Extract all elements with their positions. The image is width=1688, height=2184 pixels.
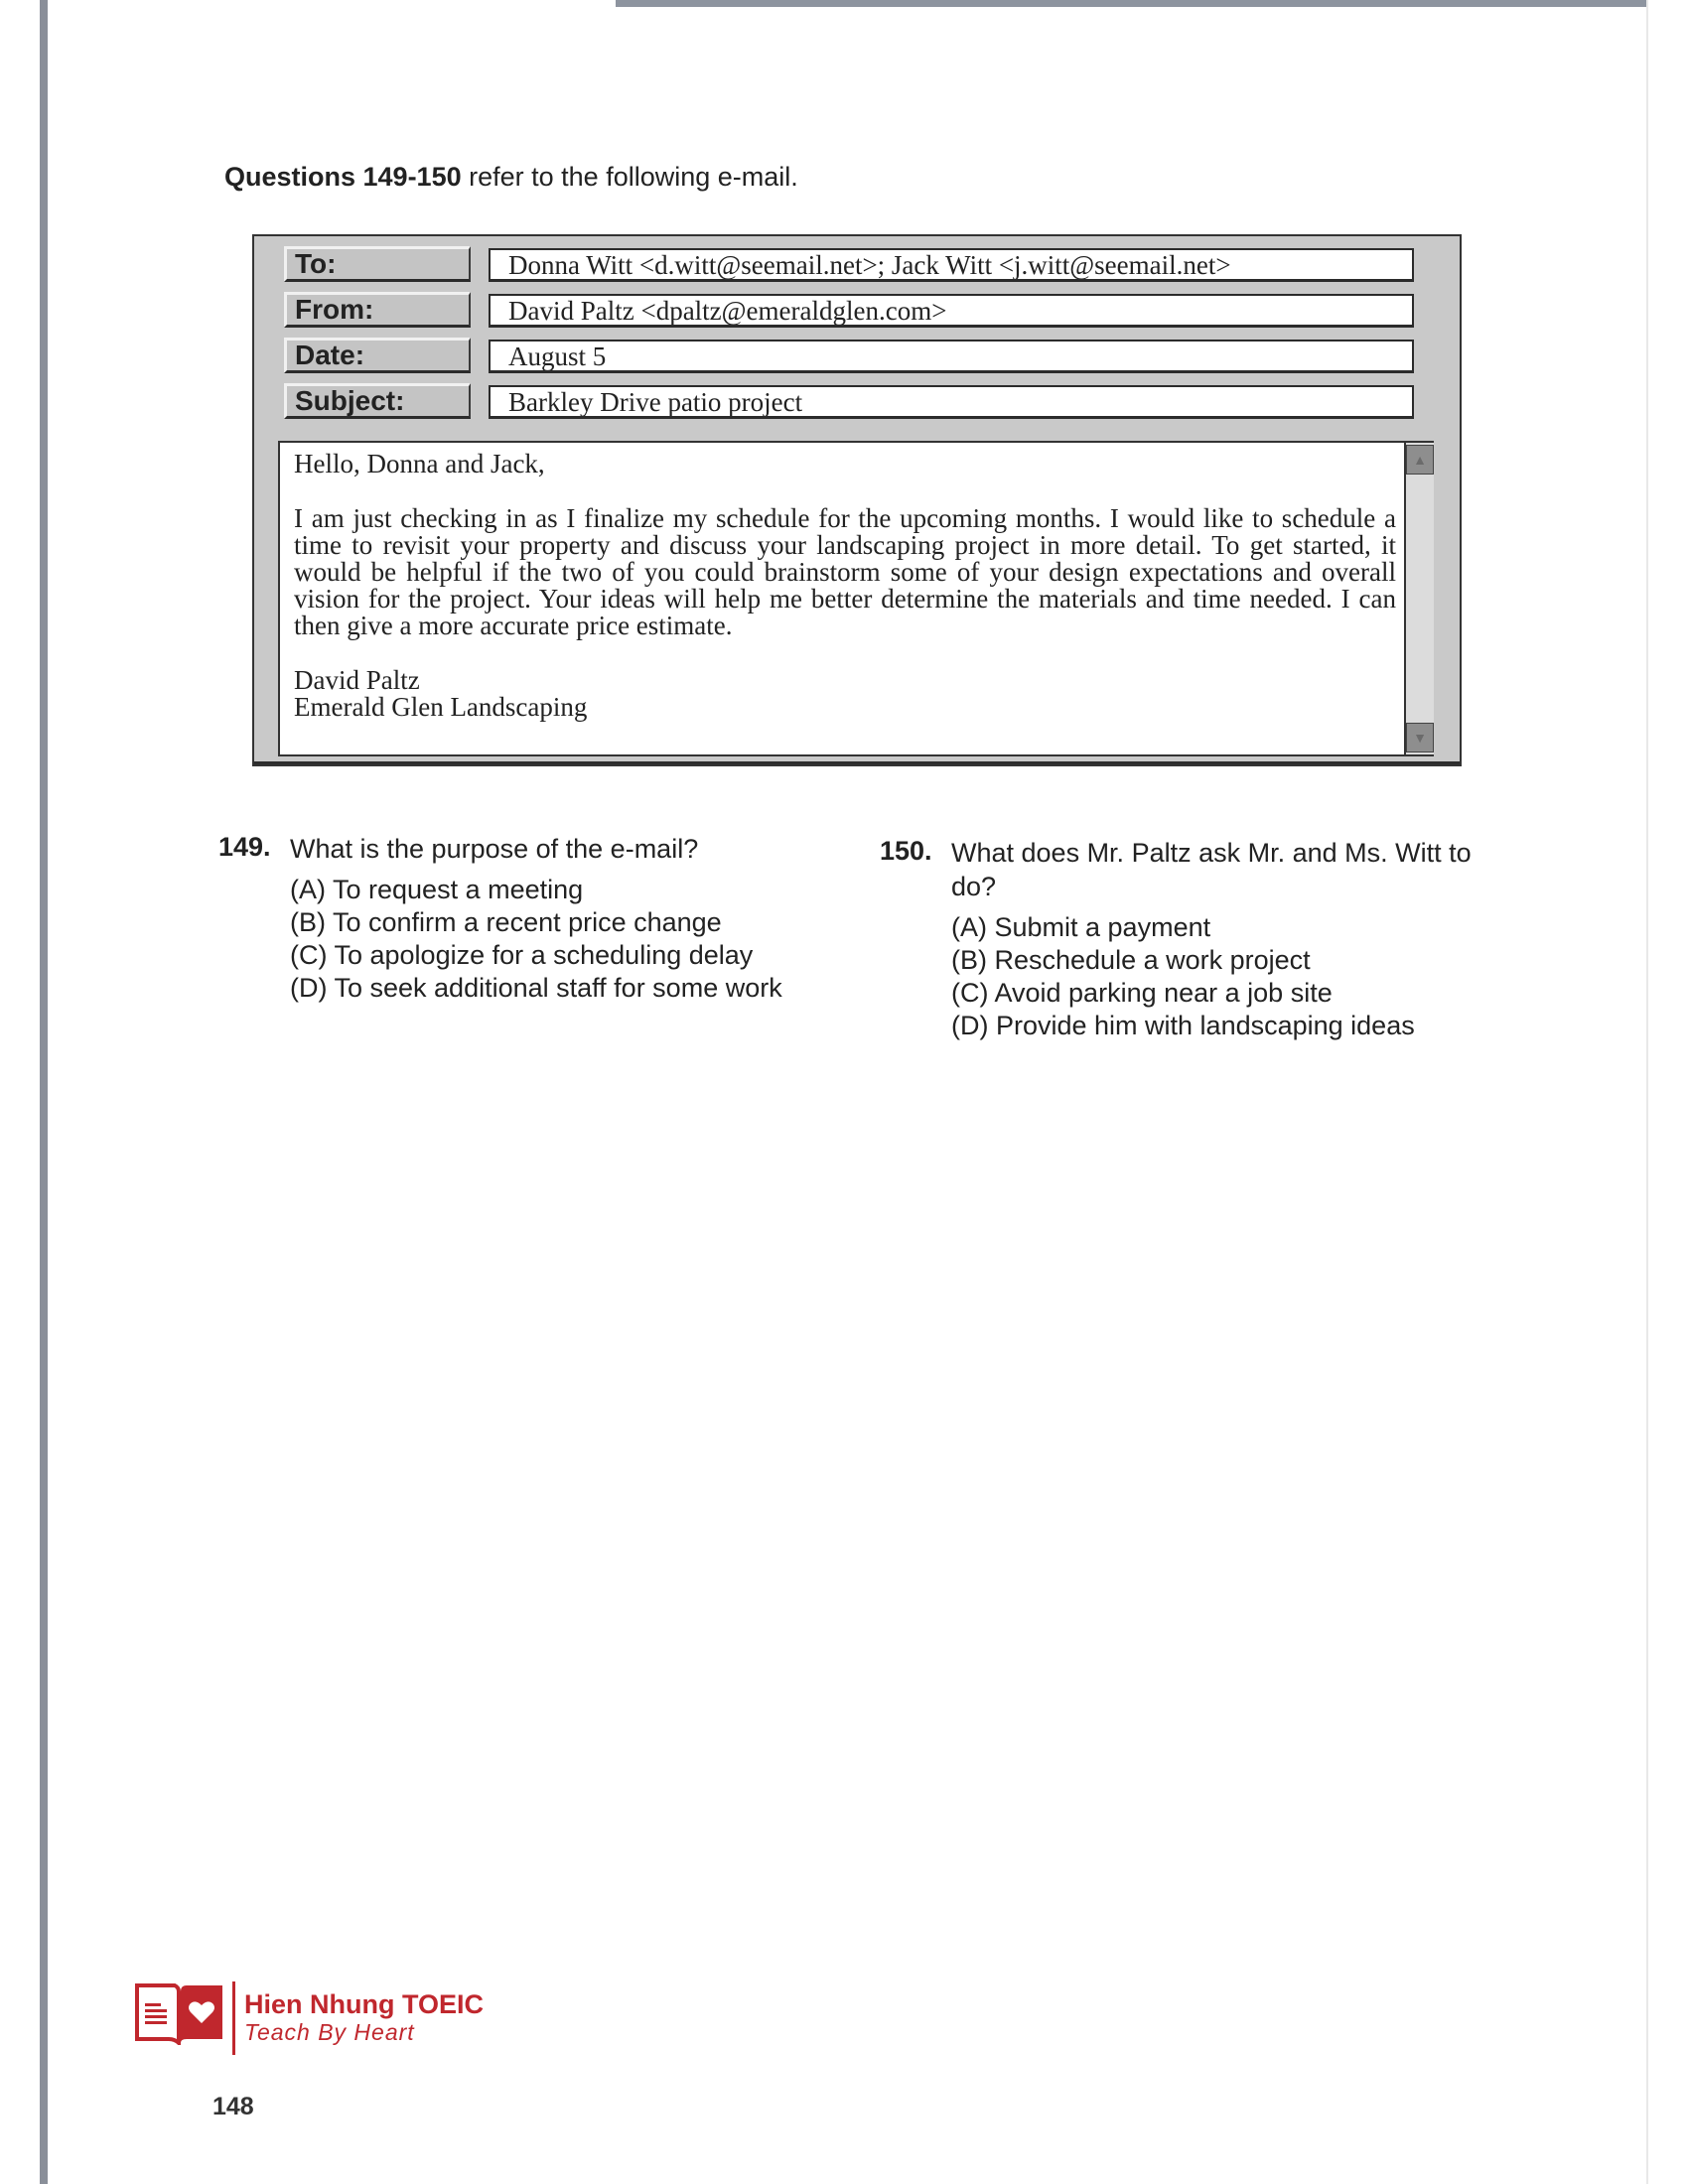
from-field: David Paltz <dpaltz@emeraldglen.com> bbox=[489, 294, 1414, 328]
scroll-up-arrow-icon[interactable]: ▲ bbox=[1406, 445, 1434, 475]
option-b[interactable]: (B) Reschedule a work project bbox=[951, 945, 1311, 975]
from-label: From: bbox=[284, 292, 471, 328]
page-binding-edge bbox=[40, 0, 48, 2184]
brand-logo bbox=[135, 1981, 532, 2045]
signature-name: David Paltz bbox=[294, 665, 420, 695]
question-number: 149. bbox=[218, 832, 271, 862]
email-from-row bbox=[284, 292, 1436, 328]
open-book-heart-icon bbox=[135, 1981, 224, 2045]
email-subject-row bbox=[284, 383, 1436, 419]
to-label: To: bbox=[284, 246, 471, 282]
question-text: What does Mr. Paltz ask Mr. and Ms. Witt to do? bbox=[951, 838, 1472, 901]
question-number: 150. bbox=[880, 836, 932, 866]
date-label: Date: bbox=[284, 338, 471, 373]
email-date-row bbox=[284, 338, 1436, 373]
logo-divider bbox=[232, 1981, 235, 2055]
page-top-edge bbox=[616, 0, 1648, 7]
option-d[interactable]: (D) Provide him with landscaping ideas bbox=[951, 1011, 1415, 1040]
to-field: Donna Witt <d.witt@seemail.net>; Jack Witt <j.witt@seemail.net> bbox=[489, 248, 1414, 282]
brand-tagline: Teach By Heart bbox=[244, 2019, 415, 2045]
option-c[interactable]: (C) Avoid parking near a job site bbox=[951, 978, 1333, 1008]
option-d[interactable]: (D) To seek additional staff for some work bbox=[290, 973, 782, 1003]
brand-name: Hien Nhung TOEIC bbox=[244, 1989, 484, 2019]
subject-field: Barkley Drive patio project bbox=[489, 385, 1414, 419]
page-number: 148 bbox=[212, 2093, 254, 2120]
answer-options bbox=[951, 911, 1415, 1042]
email-greeting: Hello, Donna and Jack, bbox=[294, 449, 545, 478]
email-paragraph: I am just checking in as I finalize my schedule for the upcoming months. I would like to schedule a time to revisit your property and discuss your landscaping project in more detail. To get started, it would be helpful if the two of you could brainstorm some of your design expectations and overall vision for the project. Your ideas will help me better determine the materials and time needed. I can then give a more accurate price estimate. bbox=[294, 503, 1396, 640]
option-b[interactable]: (B) To confirm a recent price change bbox=[290, 907, 722, 937]
email-scrollbar[interactable] bbox=[1404, 443, 1434, 754]
option-c[interactable]: (C) To apologize for a scheduling delay bbox=[290, 940, 754, 970]
question-range: Questions 149-150 bbox=[224, 162, 462, 192]
questions-intro bbox=[224, 162, 798, 193]
question-149 bbox=[218, 832, 854, 1030]
email-window bbox=[252, 234, 1462, 766]
question-text: What is the purpose of the e-mail? bbox=[290, 834, 699, 864]
email-body bbox=[278, 441, 1434, 756]
date-field: August 5 bbox=[489, 340, 1414, 373]
scroll-down-arrow-icon[interactable]: ▼ bbox=[1406, 723, 1434, 752]
signature-company: Emerald Glen Landscaping bbox=[294, 692, 588, 722]
email-to-row bbox=[284, 246, 1436, 282]
question-150 bbox=[880, 836, 1515, 1054]
option-a[interactable]: (A) To request a meeting bbox=[290, 875, 584, 904]
option-a[interactable]: (A) Submit a payment bbox=[951, 912, 1211, 942]
page-right-edge bbox=[1646, 0, 1648, 2184]
answer-options bbox=[290, 874, 782, 1005]
intro-text: refer to the following e-mail. bbox=[461, 162, 798, 192]
subject-label: Subject: bbox=[284, 383, 471, 419]
